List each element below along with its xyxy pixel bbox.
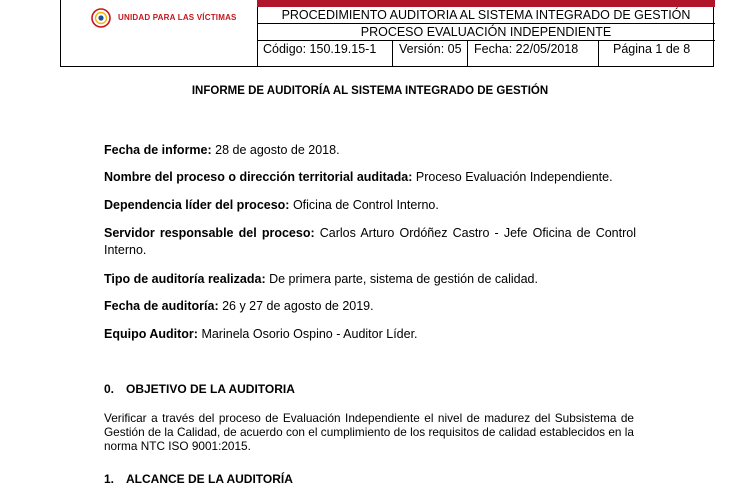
field-audit-date [104,298,636,315]
section-number: 0. [104,382,115,396]
process-title: PROCESO EVALUACIÓN INDEPENDIENTE [257,24,715,41]
field-value: 28 de agosto de 2018. [211,143,340,157]
header-accent-bar [257,0,715,7]
field-value: Carlos Arturo Ordóñez Castro - Jefe Oficina de Control Interno. [104,226,636,257]
field-label: Fecha de auditoría: [104,299,219,313]
section-objective-text: Verificar a través del proceso de Evaluación Independiente el nivel de madurez del Subsistema de Gestión de la Calidad, de acuerdo con el cumplimiento de los requisitos de calidad establecidos en la norma NTC ISO 9001:2015. [104,411,634,453]
field-report-date [104,142,636,159]
field-value: 26 y 27 de agosto de 2019. [218,299,374,313]
section-title: ALCANCE DE LA AUDITORÍA [126,472,293,486]
section-heading-objective [104,382,295,396]
logo-text: UNIDAD PARA LAS VÍCTIMAS [118,13,237,22]
field-label: Fecha de informe: [104,143,212,157]
field-audit-type [104,271,636,288]
section-number: 1. [104,472,115,486]
field-process-name [104,169,636,186]
field-value: Oficina de Control Interno. [289,198,439,212]
document-title: INFORME DE AUDITORÍA AL SISTEMA INTEGRADO DE GESTIÓN [191,85,549,97]
unidad-victimas-logo-icon [91,8,111,28]
code-cell: Código: 150.19.15-1 [257,41,393,66]
field-label: Tipo de auditoría realizada: [104,272,266,286]
page-number-cell: Página 1 de 8 [613,42,691,56]
logo-cell [61,0,258,66]
procedure-title: PROCEDIMIENTO AUDITORIA AL SISTEMA INTEGRADO DE GESTIÓN [257,7,715,24]
field-value: Marinela Osorio Ospino - Auditor Líder. [197,327,418,341]
section-heading-scope [104,472,293,486]
field-audit-team [104,326,636,343]
field-value: De primera parte, sistema de gestión de calidad. [265,272,538,286]
field-label: Nombre del proceso o dirección territorial auditada: [104,170,413,184]
field-label: Servidor responsable del proceso: [104,226,315,240]
section-title: OBJETIVO DE LA AUDITORIA [126,382,295,396]
header-meta-row [257,41,715,66]
version-cell: Versión: 05 [393,41,468,66]
document-header [60,0,714,67]
field-responsible-officer [104,225,636,259]
field-label: Dependencia líder del proceso: [104,198,290,212]
field-label: Equipo Auditor: [104,327,198,341]
field-lead-department [104,197,636,214]
date-cell: Fecha: 22/05/2018 [468,41,599,66]
field-value: Proceso Evaluación Independiente. [412,170,613,184]
